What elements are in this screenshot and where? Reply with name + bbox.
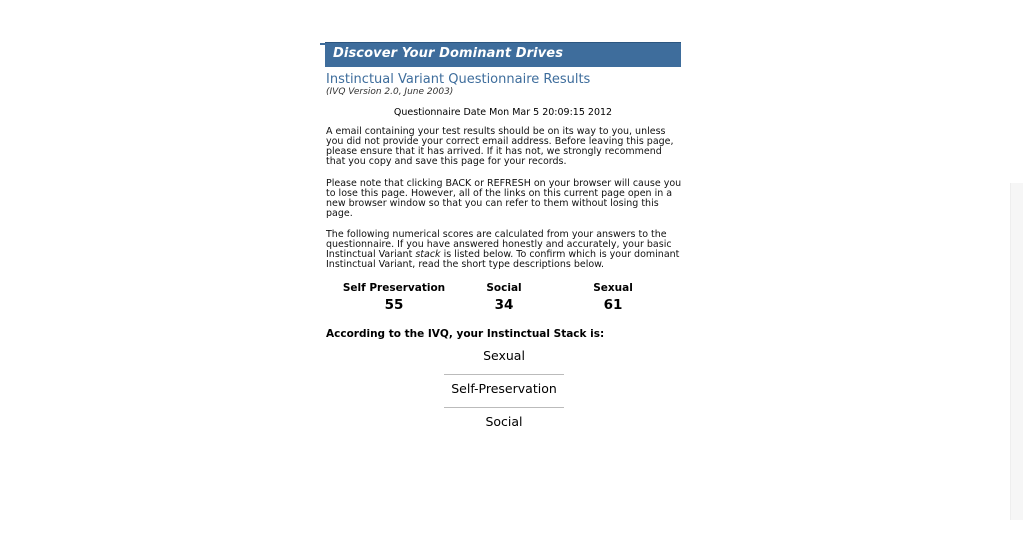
explanation-text-before: The following numerical scores are calculated from your answers to the questionnaire. If you have answered honestly and accurately, your basic Instinctual Variant [326,229,672,260]
score-social [444,282,564,313]
vertical-scrollbar[interactable] [1010,183,1023,520]
scores-explanation-paragraph [326,230,682,270]
stack-item-first: Sexual [444,342,564,375]
stack-item-third: Social [485,414,523,429]
score-label: Social [486,282,522,294]
banner-notch [320,43,325,45]
stack-heading: According to the IVQ, your Instinctual Stack is: [326,328,605,340]
back-refresh-notice-paragraph: Please note that clicking BACK or REFRESH on your browser will cause you to lose this page. However, all of the links on this current page open in a new browser window so that you can refer to them without losing this page. [326,178,682,219]
score-sexual [553,282,673,313]
score-label: Self Preservation [342,282,446,294]
page-title: Instinctual Variant Questionnaire Results [326,72,591,87]
scores-table [325,282,681,316]
questionnaire-date: Questionnaire Date Mon Mar 5 20:09:15 2012 [393,107,613,118]
explanation-text-after: is listed below. To confirm which is your dominant Instinctual Variant, read the short type descriptions below. [326,249,680,270]
instinctual-stack-list [444,342,564,440]
score-value: 55 [384,297,404,313]
explanation-emphasis: stack [415,249,441,260]
score-self-preservation [334,282,454,313]
version-note: (IVQ Version 2.0, June 2003) [326,87,454,97]
score-value: 34 [494,297,514,313]
score-label: Sexual [593,282,633,294]
stack-item-second: Self-Preservation [444,375,564,408]
banner-title: Discover Your Dominant Drives [333,46,564,61]
score-value: 61 [603,297,623,313]
banner [325,42,681,67]
email-notice-paragraph: A email containing your test results should be on its way to you, unless you did not provide your correct email address. Before leaving this page, please ensure that it has arrived. If it has not, we strongly recommend that you copy and save this page for your records. [326,126,674,167]
